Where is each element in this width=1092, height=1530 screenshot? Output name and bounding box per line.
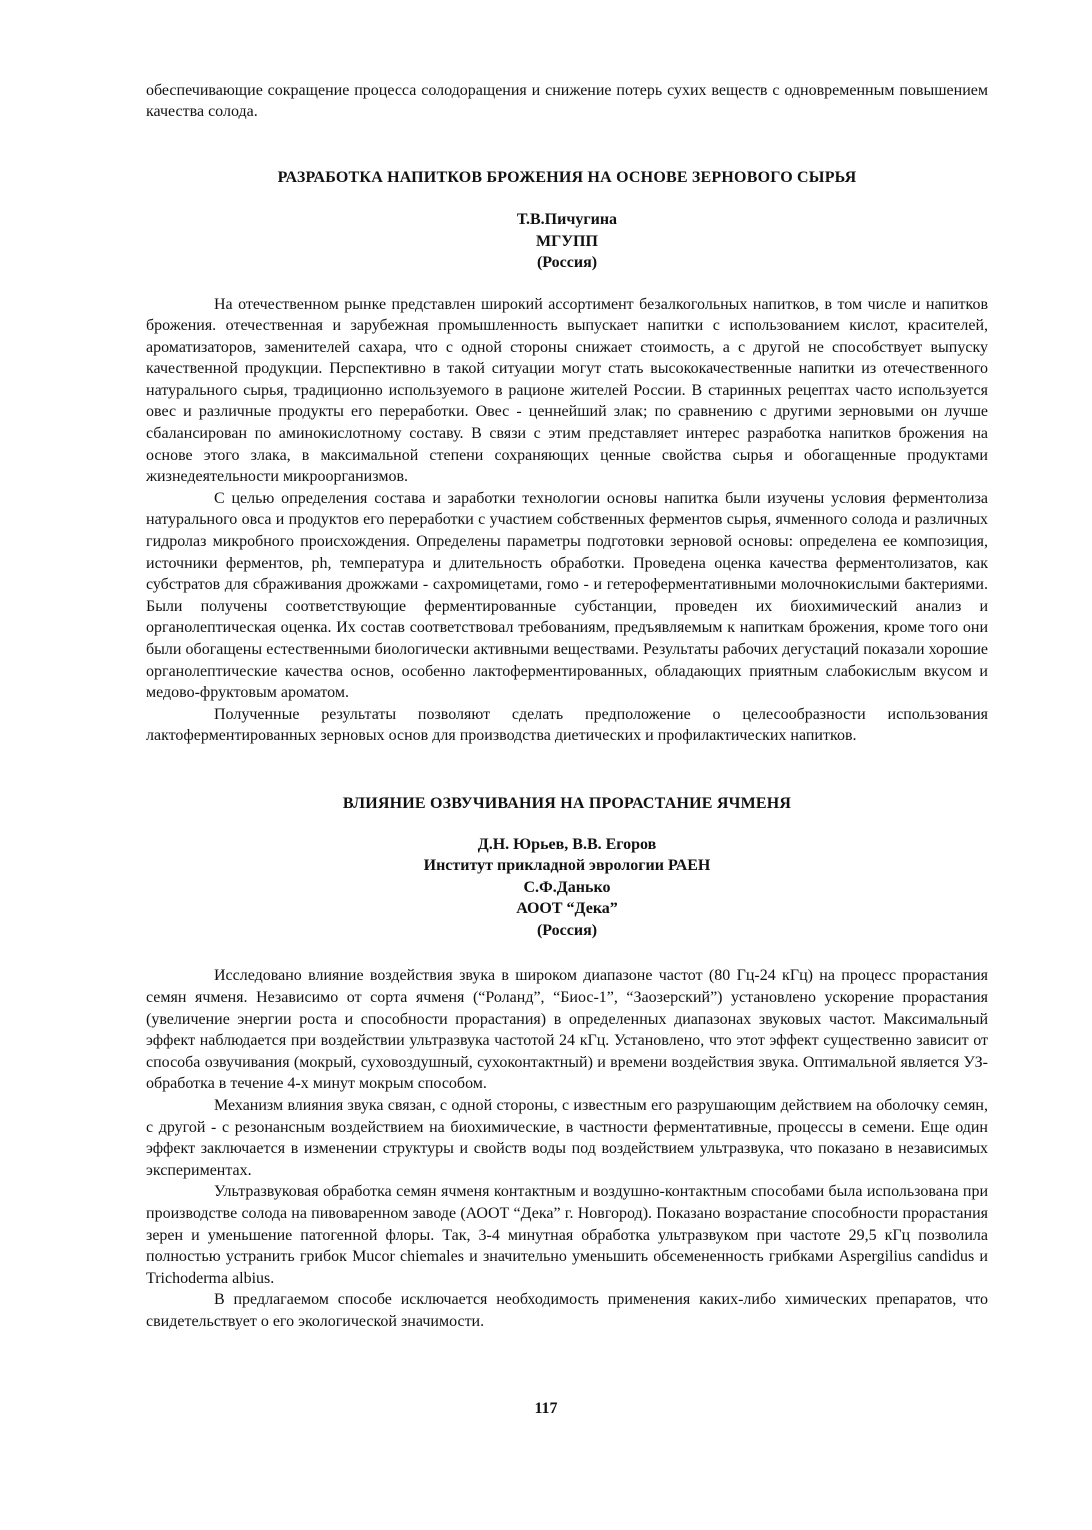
intro-paragraph: обеспечивающие сокращение процесса солодоращения и снижение потерь сухих веществ с одновременным повышением качества солода. [146, 82, 988, 120]
article-2-affiliation-2: АООТ “Дека” [516, 900, 618, 918]
article-1-byline [146, 209, 988, 274]
page-content [146, 80, 988, 1333]
article-1-paragraph: С целью определения состава и заработки технологии основы напитка были изучены условия ферментолиза натурального овса и продуктов его переработки с участием собственных ферментов сырья, ячменного солода и различных гидролаз микробного происхождения. Определены параметры подготовки зерновой основы: определена ее композиция, источники ферментов, ph, температура и длительность обработки. Проведена оценка качества ферментолизатов, как субстратов для сбраживания дрожжами - сахромицетами, гомо - и гетероферментативными молочнокислыми бактериями. Были получены соответствующие ферментированные субстанции, проведен их биохимический анализ и органолептическая оценка. Их состав соответствовал требованиям, предъявляемым к напиткам брожения, кроме того они были обогащены естественными биологически активными веществами. Результаты рабочих дегустаций показали хорошие органолептические качества основ, особенно лактоферментированных, обладающих приятным слабокислым вкусом и медово-фруктовым ароматом. [146, 489, 988, 702]
article-1-author: Т.В.Пичугина [516, 211, 618, 228]
article-2-affiliation-1: Институт прикладной эврологии РАЕН [423, 857, 711, 875]
article-2-paragraph: Исследовано влияние воздействия звука в широком диапазоне частот (80 Гц-24 кГц) на процесс прорастания семян ячменя. Независимо от сорта ячменя (“Роланд”, “Биос-1”, “Заозерский”) установлено ускорение прорастания (увеличение энергии роста и способности прорастания) в определенных диапазонах звуковых частот. Максимальный эффект наблюдается при воздействии ультразвука частотой 24 кГц. Установлено, что этот эффект существенно зависит от способа озвучивания (мокрый, суховоздушный, сухоконтактный) и времени воздействия звука. Оптимальной является УЗ-обработка в течение 4-х минут мокрым способом. [146, 967, 988, 1093]
article-1-affiliation: МГУПП [536, 232, 598, 250]
article-2 [146, 793, 988, 1333]
article-2-title: ВЛИЯНИЕ ОЗВУЧИВАНИЯ НА ПРОРАСТАНИЕ ЯЧМЕНЯ [342, 794, 792, 812]
article-1-paragraph: На отечественном рынке представлен широкий ассортимент безалкогольных напитков, в том числе и напитков брожения. отечественная и зарубежная промышленность выпускает напитки с использованием кислот, красителей, ароматизаторов, заменителей сахара, что с одной стороны снижает стоимость, а с другой не способствует выпуску качественной продукции. Перспективно в такой ситуации могут стать высококачественные напитки из отечественного натурального сырья, традиционно используемого в рационе жителей России. В старинных рецептах часто используется овес и различные продукты его переработки. Овес - ценнейший злак; по сравнению с другими зерновыми он лучше сбалансирован по аминокислотному составу. В связи с этим представляет интерес разработка напитков брожения на основе этого злака, в максимальной степени сохраняющих ценные свойства сырья и обогащенные продуктами жизнедеятельности микроорганизмов. [146, 295, 988, 486]
page-number: 117 [534, 1400, 558, 1417]
article-1-body [146, 294, 988, 747]
article-1-country: (Россия) [536, 254, 598, 271]
article-2-author-2: С.Ф.Данько [523, 878, 611, 896]
article-2-paragraph: Ультразвуковая обработка семян ячменя контактным и воздушно-контактным способами была использована при производстве солода на пивоваренном заводе (АООТ “Дека” г. Новгород). Показано возрастание способности прорастания зерен и уменьшение патогенной флоры. Так, 3-4 минутная обработка ультразвуком при частоте 29,5 кГц позволила полностью устранить грибок Mucor chiemales и значительно уменьшить обсемененность грибками Aspergilius candidus и Trichoderma albius. [146, 1183, 988, 1287]
article-1-paragraph: Полученные результаты позволяют сделать предположение о целесообразности использования лактоферментированных зерновых основ для производства диетических и профилактических напитков. [146, 705, 988, 745]
article-1-title: РАЗРАБОТКА НАПИТКОВ БРОЖЕНИЯ НА ОСНОВЕ ЗЕРНОВОГО СЫРЬЯ [277, 169, 857, 186]
article-2-body [146, 965, 988, 1332]
article-2-authors: Д.Н. Юрьев, В.В. Егоров [477, 835, 657, 853]
article-2-paragraph: Механизм влияния звука связан, с одной стороны, с известным его разрушающим действием на оболочку семян, с другой - с резонансным воздействием на биохимические, в частности ферментативные, процессы в семени. Еще один эффект заключается в изменении структуры и свойств воды под воздействием ультразвука, что показано в независимых экспериментах. [146, 1097, 988, 1179]
article-2-paragraph: В предлагаемом способе исключается необходимость применения каких-либо химических препаратов, что свидетельствует о его экологической значимости. [146, 1291, 988, 1330]
article-2-byline [146, 834, 988, 942]
article-2-country: (Россия) [536, 921, 598, 939]
article-1 [146, 167, 988, 747]
